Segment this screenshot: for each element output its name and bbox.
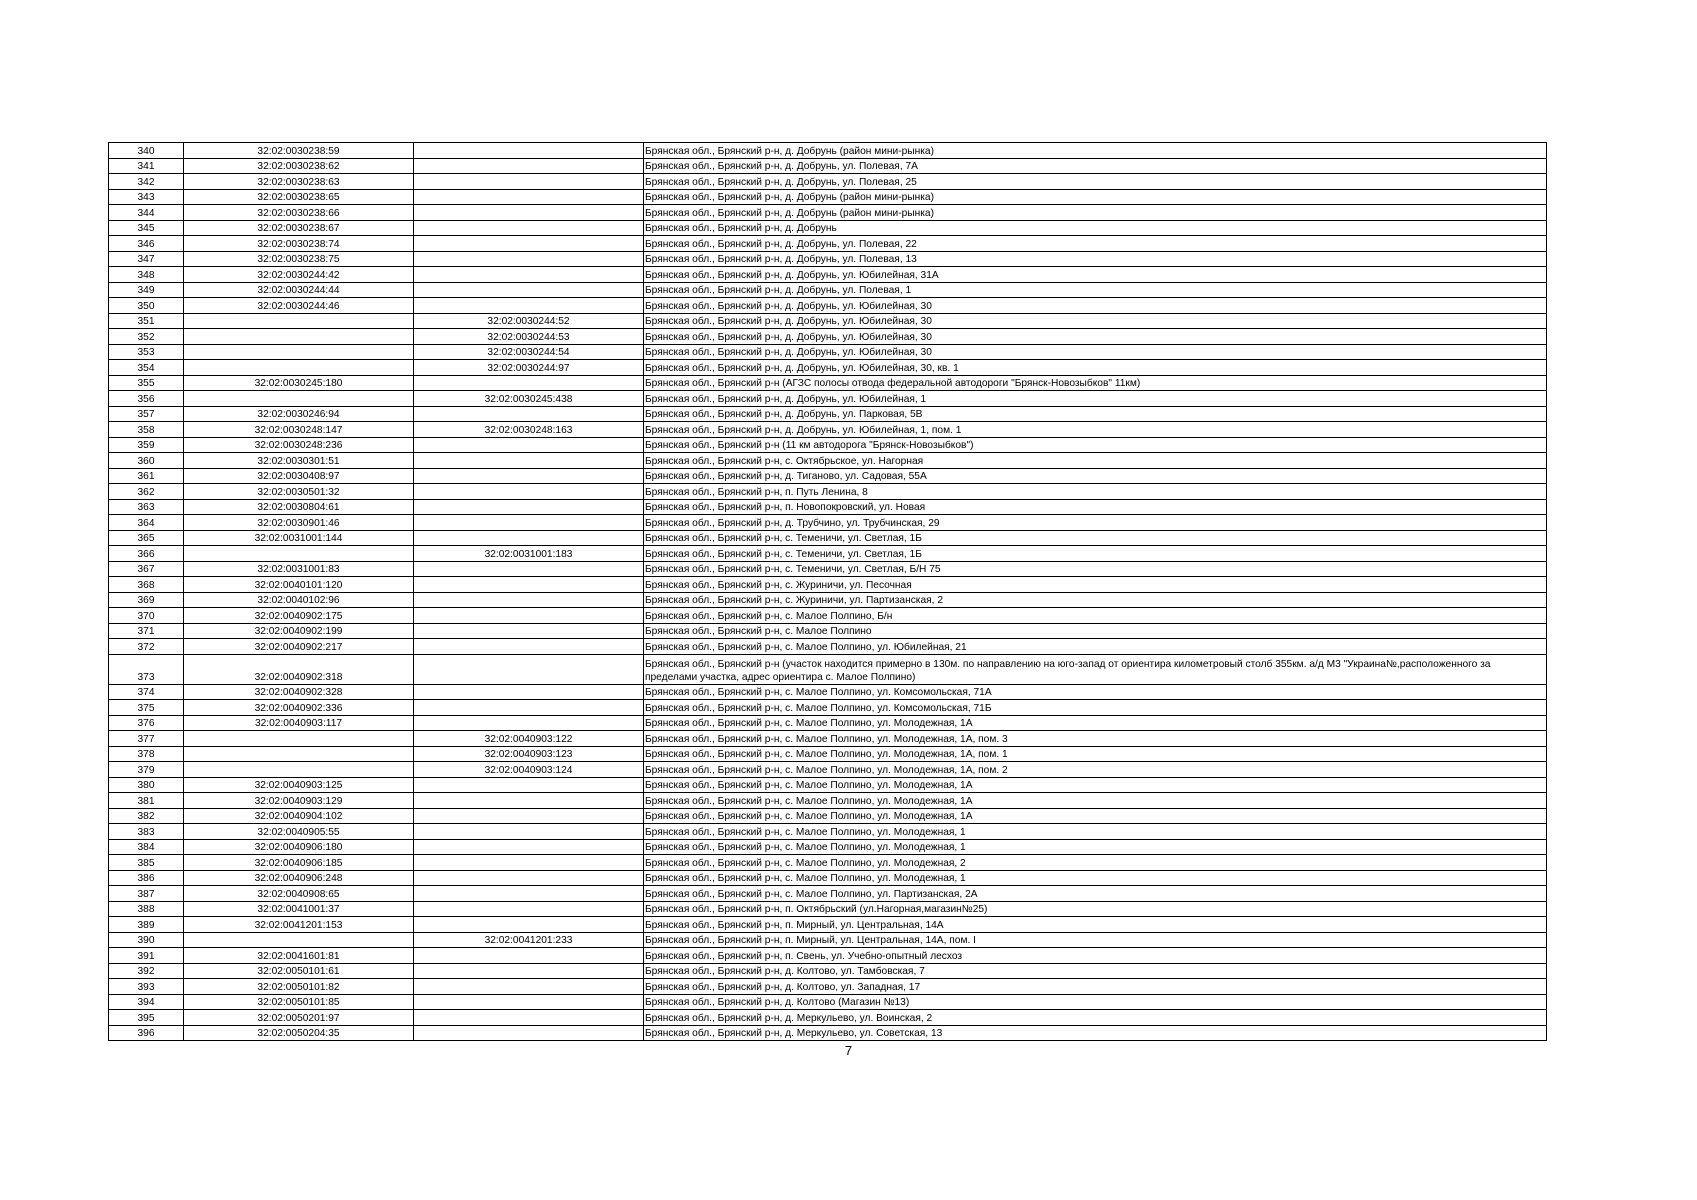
cadastral-number-cell (184, 360, 414, 376)
cadastral-number-cell: 32:02:0050201:97 (184, 1010, 414, 1026)
table-row (109, 267, 1547, 283)
address-cell: Брянская обл., Брянский р-н, с. Малое Полпино, Б/н (644, 608, 1547, 624)
related-cadastral-number-cell (414, 143, 644, 159)
cadastral-number-cell: 32:02:0030238:63 (184, 174, 414, 190)
cadastral-number-cell: 32:02:0040903:129 (184, 793, 414, 809)
cadastral-number-cell: 32:02:0040101:120 (184, 577, 414, 593)
related-cadastral-number-cell (414, 406, 644, 422)
table-row (109, 158, 1547, 174)
table-row (109, 639, 1547, 655)
address-cell: Брянская обл., Брянский р-н, с. Журиничи, ул. Партизанская, 2 (644, 592, 1547, 608)
table-row (109, 453, 1547, 469)
cadastral-number-cell: 32:02:0030244:42 (184, 267, 414, 283)
address-cell: Брянская обл., Брянский р-н (участок находится примерно в 130м. по направлению на юго-запад от ориентира километровый столб 355км. а/д М3 "Украина№,расположенного за пределами участка, адрес ориентира с. Малое Полпино) (644, 654, 1547, 684)
row-number-cell: 377 (109, 731, 184, 747)
cadastral-number-cell: 32:02:0030301:51 (184, 453, 414, 469)
address-cell: Брянская обл., Брянский р-н, д. Добрунь (644, 220, 1547, 236)
table-row (109, 344, 1547, 360)
table-row (109, 715, 1547, 731)
related-cadastral-number-cell (414, 561, 644, 577)
table-row (109, 932, 1547, 948)
address-cell: Брянская обл., Брянский р-н, д. Меркульево, ул. Советская, 13 (644, 1025, 1547, 1041)
row-number-cell: 395 (109, 1010, 184, 1026)
row-number-cell: 370 (109, 608, 184, 624)
cadastral-number-cell: 32:02:0030238:65 (184, 189, 414, 205)
related-cadastral-number-cell (414, 824, 644, 840)
related-cadastral-number-cell (414, 963, 644, 979)
row-number-cell: 393 (109, 979, 184, 995)
address-cell: Брянская обл., Брянский р-н, с. Теменичи, ул. Светлая, Б/Н 75 (644, 561, 1547, 577)
row-number-cell: 372 (109, 639, 184, 655)
table-row (109, 917, 1547, 933)
address-cell: Брянская обл., Брянский р-н, д. Колтово, ул. Тамбовская, 7 (644, 963, 1547, 979)
row-number-cell: 396 (109, 1025, 184, 1041)
related-cadastral-number-cell: 32:02:0030244:53 (414, 329, 644, 345)
cadastral-number-cell: 32:02:0030804:61 (184, 499, 414, 515)
related-cadastral-number-cell (414, 375, 644, 391)
address-cell: Брянская обл., Брянский р-н, с. Малое Полпино, ул. Молодежная, 1А (644, 808, 1547, 824)
address-cell: Брянская обл., Брянский р-н, п. Свень, ул. Учебно-опытный лесхоз (644, 948, 1547, 964)
cadastral-number-cell: 32:02:0030238:59 (184, 143, 414, 159)
table-row (109, 484, 1547, 500)
row-number-cell: 380 (109, 777, 184, 793)
table-row (109, 143, 1547, 159)
address-cell: Брянская обл., Брянский р-н, д. Меркульево, ул. Воинская, 2 (644, 1010, 1547, 1026)
related-cadastral-number-cell (414, 484, 644, 500)
address-cell: Брянская обл., Брянский р-н, д. Добрунь (район мини-рынка) (644, 205, 1547, 221)
related-cadastral-number-cell (414, 639, 644, 655)
address-cell: Брянская обл., Брянский р-н, с. Теменичи, ул. Светлая, 1Б (644, 546, 1547, 562)
table-row (109, 948, 1547, 964)
related-cadastral-number-cell (414, 282, 644, 298)
row-number-cell: 369 (109, 592, 184, 608)
cadastral-number-cell: 32:02:0041601:81 (184, 948, 414, 964)
address-cell: Брянская обл., Брянский р-н, с. Малое Полпино, ул. Молодежная, 1А, пом. 3 (644, 731, 1547, 747)
row-number-cell: 365 (109, 530, 184, 546)
cadastral-number-cell (184, 391, 414, 407)
cadastral-number-cell: 32:02:0030238:66 (184, 205, 414, 221)
document-page (108, 142, 1546, 1041)
row-number-cell: 362 (109, 484, 184, 500)
address-cell: Брянская обл., Брянский р-н, д. Трубчино, ул. Трубчинская, 29 (644, 515, 1547, 531)
related-cadastral-number-cell (414, 715, 644, 731)
table-row (109, 762, 1547, 778)
address-cell: Брянская обл., Брянский р-н, д. Добрунь, ул. Юбилейная, 1 (644, 391, 1547, 407)
row-number-cell: 388 (109, 901, 184, 917)
address-cell: Брянская обл., Брянский р-н, с. Малое Полпино, ул. Молодежная, 1А, пом. 2 (644, 762, 1547, 778)
table-row (109, 174, 1547, 190)
related-cadastral-number-cell: 32:02:0030245:438 (414, 391, 644, 407)
row-number-cell: 340 (109, 143, 184, 159)
table-row (109, 313, 1547, 329)
cadastral-number-cell: 32:02:0030244:46 (184, 298, 414, 314)
row-number-cell: 343 (109, 189, 184, 205)
related-cadastral-number-cell (414, 886, 644, 902)
related-cadastral-number-cell (414, 236, 644, 252)
cadastral-number-cell: 32:02:0041201:153 (184, 917, 414, 933)
address-cell: Брянская обл., Брянский р-н, д. Добрунь, ул. Юбилейная, 30 (644, 298, 1547, 314)
address-cell: Брянская обл., Брянский р-н, с. Малое Полпино, ул. Партизанская, 2А (644, 886, 1547, 902)
related-cadastral-number-cell (414, 499, 644, 515)
cadastral-number-cell: 32:02:0040903:117 (184, 715, 414, 731)
related-cadastral-number-cell: 32:02:0041201:233 (414, 932, 644, 948)
cadastral-number-cell: 32:02:0040902:318 (184, 654, 414, 684)
cadastral-number-cell: 32:02:0030238:67 (184, 220, 414, 236)
related-cadastral-number-cell (414, 917, 644, 933)
row-number-cell: 354 (109, 360, 184, 376)
related-cadastral-number-cell (414, 1025, 644, 1041)
cadastral-number-cell: 32:02:0030501:32 (184, 484, 414, 500)
page-number: 7 (844, 1043, 853, 1058)
row-number-cell: 382 (109, 808, 184, 824)
table-row (109, 839, 1547, 855)
cadastral-number-cell (184, 932, 414, 948)
table-row (109, 870, 1547, 886)
address-cell: Брянская обл., Брянский р-н, д. Добрунь, ул. Полевая, 22 (644, 236, 1547, 252)
related-cadastral-number-cell: 32:02:0030244:97 (414, 360, 644, 376)
table-row (109, 375, 1547, 391)
address-cell: Брянская обл., Брянский р-н, с. Малое Полпино, ул. Молодежная, 1 (644, 870, 1547, 886)
address-cell: Брянская обл., Брянский р-н, с. Октябрьское, ул. Нагорная (644, 453, 1547, 469)
address-cell: Брянская обл., Брянский р-н, д. Добрунь, ул. Полевая, 13 (644, 251, 1547, 267)
cadastral-number-cell: 32:02:0040902:336 (184, 700, 414, 716)
table-row (109, 684, 1547, 700)
cadastral-number-cell: 32:02:0041001:37 (184, 901, 414, 917)
row-number-cell: 367 (109, 561, 184, 577)
address-cell: Брянская обл., Брянский р-н (11 км автодорога "Брянск-Новозыбков") (644, 437, 1547, 453)
table-row (109, 700, 1547, 716)
row-number-cell: 371 (109, 623, 184, 639)
cadastral-number-cell: 32:02:0030246:94 (184, 406, 414, 422)
table-row (109, 793, 1547, 809)
cadastral-number-cell: 32:02:0030244:44 (184, 282, 414, 298)
related-cadastral-number-cell: 32:02:0031001:183 (414, 546, 644, 562)
row-number-cell: 389 (109, 917, 184, 933)
row-number-cell: 356 (109, 391, 184, 407)
row-number-cell: 379 (109, 762, 184, 778)
address-cell: Брянская обл., Брянский р-н, с. Малое Полпино, ул. Молодежная, 1А (644, 777, 1547, 793)
related-cadastral-number-cell (414, 515, 644, 531)
address-cell: Брянская обл., Брянский р-н, с. Малое Полпино, ул. Молодежная, 1 (644, 824, 1547, 840)
table-row (109, 499, 1547, 515)
address-cell: Брянская обл., Брянский р-н, д. Тиганово, ул. Садовая, 55А (644, 468, 1547, 484)
table-row (109, 437, 1547, 453)
related-cadastral-number-cell: 32:02:0040903:124 (414, 762, 644, 778)
table-row (109, 530, 1547, 546)
related-cadastral-number-cell (414, 777, 644, 793)
related-cadastral-number-cell: 32:02:0040903:123 (414, 746, 644, 762)
cadastral-number-cell (184, 762, 414, 778)
table-row (109, 808, 1547, 824)
row-number-cell: 345 (109, 220, 184, 236)
related-cadastral-number-cell (414, 174, 644, 190)
row-number-cell: 351 (109, 313, 184, 329)
related-cadastral-number-cell (414, 608, 644, 624)
related-cadastral-number-cell (414, 189, 644, 205)
table-row (109, 251, 1547, 267)
related-cadastral-number-cell (414, 684, 644, 700)
address-cell: Брянская обл., Брянский р-н, д. Добрунь, ул. Парковая, 5В (644, 406, 1547, 422)
related-cadastral-number-cell (414, 577, 644, 593)
row-number-cell: 363 (109, 499, 184, 515)
related-cadastral-number-cell (414, 855, 644, 871)
cadastral-number-cell: 32:02:0030901:46 (184, 515, 414, 531)
address-cell: Брянская обл., Брянский р-н, д. Добрунь, ул. Юбилейная, 30 (644, 329, 1547, 345)
table-row (109, 282, 1547, 298)
cadastral-number-cell: 32:02:0050101:85 (184, 994, 414, 1010)
row-number-cell: 353 (109, 344, 184, 360)
row-number-cell: 366 (109, 546, 184, 562)
address-cell: Брянская обл., Брянский р-н, с. Малое Полпино, ул. Молодежная, 2 (644, 855, 1547, 871)
table-row (109, 592, 1547, 608)
address-cell: Брянская обл., Брянский р-н, с. Малое Полпино, ул. Молодежная, 1А (644, 715, 1547, 731)
cadastral-number-cell: 32:02:0040902:175 (184, 608, 414, 624)
table-row (109, 731, 1547, 747)
address-cell: Брянская обл., Брянский р-н, с. Малое Полпино, ул. Юбилейная, 21 (644, 639, 1547, 655)
row-number-cell: 360 (109, 453, 184, 469)
row-number-cell: 384 (109, 839, 184, 855)
row-number-cell: 342 (109, 174, 184, 190)
cadastral-number-cell (184, 546, 414, 562)
row-number-cell: 341 (109, 158, 184, 174)
related-cadastral-number-cell (414, 220, 644, 236)
related-cadastral-number-cell: 32:02:0040903:122 (414, 731, 644, 747)
cadastral-number-cell: 32:02:0030238:62 (184, 158, 414, 174)
related-cadastral-number-cell (414, 468, 644, 484)
address-cell: Брянская обл., Брянский р-н, п. Октябрьский (ул.Нагорная,магазин№25) (644, 901, 1547, 917)
row-number-cell: 348 (109, 267, 184, 283)
address-cell: Брянская обл., Брянский р-н, с. Малое Полпино, ул. Молодежная, 1А (644, 793, 1547, 809)
cadastral-number-cell: 32:02:0030248:147 (184, 422, 414, 438)
table-row (109, 236, 1547, 252)
address-cell: Брянская обл., Брянский р-н, д. Добрунь, ул. Полевая, 7А (644, 158, 1547, 174)
address-cell: Брянская обл., Брянский р-н, с. Журиничи, ул. Песочная (644, 577, 1547, 593)
related-cadastral-number-cell (414, 205, 644, 221)
address-cell: Брянская обл., Брянский р-н, д. Добрунь, ул. Юбилейная, 30, кв. 1 (644, 360, 1547, 376)
row-number-cell: 361 (109, 468, 184, 484)
table-row (109, 824, 1547, 840)
cadastral-number-cell: 32:02:0040102:96 (184, 592, 414, 608)
table-row (109, 298, 1547, 314)
table-row (109, 654, 1547, 684)
table-row (109, 608, 1547, 624)
cadastral-number-cell: 32:02:0030245:180 (184, 375, 414, 391)
row-number-cell: 374 (109, 684, 184, 700)
row-number-cell: 358 (109, 422, 184, 438)
related-cadastral-number-cell (414, 839, 644, 855)
row-number-cell: 373 (109, 654, 184, 684)
related-cadastral-number-cell (414, 793, 644, 809)
address-cell: Брянская обл., Брянский р-н, д. Добрунь, ул. Юбилейная, 30 (644, 344, 1547, 360)
table-row (109, 777, 1547, 793)
related-cadastral-number-cell (414, 808, 644, 824)
row-number-cell: 394 (109, 994, 184, 1010)
address-cell: Брянская обл., Брянский р-н, д. Добрунь, ул. Юбилейная, 31А (644, 267, 1547, 283)
address-cell: Брянская обл., Брянский р-н, п. Путь Ленина, 8 (644, 484, 1547, 500)
related-cadastral-number-cell: 32:02:0030244:54 (414, 344, 644, 360)
cadastral-number-cell: 32:02:0040908:65 (184, 886, 414, 902)
related-cadastral-number-cell (414, 298, 644, 314)
related-cadastral-number-cell (414, 870, 644, 886)
address-cell: Брянская обл., Брянский р-н, д. Добрунь (район мини-рынка) (644, 189, 1547, 205)
cadastral-number-cell: 32:02:0040906:185 (184, 855, 414, 871)
row-number-cell: 376 (109, 715, 184, 731)
registry-table-body (109, 143, 1547, 1041)
table-row (109, 855, 1547, 871)
table-row (109, 746, 1547, 762)
cadastral-number-cell (184, 731, 414, 747)
cadastral-number-cell: 32:02:0050101:61 (184, 963, 414, 979)
cadastral-number-cell: 32:02:0040903:125 (184, 777, 414, 793)
row-number-cell: 364 (109, 515, 184, 531)
address-cell: Брянская обл., Брянский р-н, д. Добрунь, ул. Юбилейная, 1, пом. 1 (644, 422, 1547, 438)
address-cell: Брянская обл., Брянский р-н, д. Добрунь, ул. Полевая, 1 (644, 282, 1547, 298)
table-row (109, 623, 1547, 639)
table-row (109, 468, 1547, 484)
row-number-cell: 347 (109, 251, 184, 267)
related-cadastral-number-cell (414, 453, 644, 469)
related-cadastral-number-cell: 32:02:0030248:163 (414, 422, 644, 438)
table-row (109, 422, 1547, 438)
row-number-cell: 349 (109, 282, 184, 298)
address-cell: Брянская обл., Брянский р-н, с. Малое Полпино, ул. Комсомольская, 71А (644, 684, 1547, 700)
related-cadastral-number-cell (414, 158, 644, 174)
cadastral-number-cell: 32:02:0040906:180 (184, 839, 414, 855)
cadastral-number-cell: 32:02:0031001:144 (184, 530, 414, 546)
row-number-cell: 378 (109, 746, 184, 762)
related-cadastral-number-cell (414, 437, 644, 453)
table-row (109, 561, 1547, 577)
row-number-cell: 391 (109, 948, 184, 964)
table-row (109, 994, 1547, 1010)
cadastral-number-cell (184, 329, 414, 345)
row-number-cell: 385 (109, 855, 184, 871)
table-row (109, 189, 1547, 205)
related-cadastral-number-cell (414, 901, 644, 917)
table-row (109, 577, 1547, 593)
cadastral-number-cell (184, 313, 414, 329)
related-cadastral-number-cell (414, 267, 644, 283)
table-row (109, 391, 1547, 407)
address-cell: Брянская обл., Брянский р-н, д. Добрунь, ул. Полевая, 25 (644, 174, 1547, 190)
cadastral-number-cell: 32:02:0030248:236 (184, 437, 414, 453)
table-row (109, 220, 1547, 236)
address-cell: Брянская обл., Брянский р-н, с. Теменичи, ул. Светлая, 1Б (644, 530, 1547, 546)
cadastral-number-cell: 32:02:0040905:55 (184, 824, 414, 840)
cadastral-number-cell: 32:02:0040904:102 (184, 808, 414, 824)
cadastral-number-cell: 32:02:0040902:217 (184, 639, 414, 655)
related-cadastral-number-cell (414, 700, 644, 716)
property-registry-table (108, 142, 1547, 1041)
row-number-cell: 375 (109, 700, 184, 716)
row-number-cell: 390 (109, 932, 184, 948)
table-row (109, 1010, 1547, 1026)
row-number-cell: 344 (109, 205, 184, 221)
related-cadastral-number-cell (414, 979, 644, 995)
address-cell: Брянская обл., Брянский р-н, с. Малое Полпино, ул. Комсомольская, 71Б (644, 700, 1547, 716)
row-number-cell: 387 (109, 886, 184, 902)
table-row (109, 360, 1547, 376)
table-row (109, 406, 1547, 422)
cadastral-number-cell: 32:02:0040906:248 (184, 870, 414, 886)
table-row (109, 205, 1547, 221)
cadastral-number-cell (184, 746, 414, 762)
related-cadastral-number-cell (414, 623, 644, 639)
row-number-cell: 383 (109, 824, 184, 840)
related-cadastral-number-cell (414, 251, 644, 267)
row-number-cell: 350 (109, 298, 184, 314)
address-cell: Брянская обл., Брянский р-н, д. Добрунь, ул. Юбилейная, 30 (644, 313, 1547, 329)
table-row (109, 515, 1547, 531)
address-cell: Брянская обл., Брянский р-н (АГЗС полосы отвода федеральной автодороги "Брянск-Новозыбков" 11км) (644, 375, 1547, 391)
row-number-cell: 368 (109, 577, 184, 593)
row-number-cell: 392 (109, 963, 184, 979)
row-number-cell: 386 (109, 870, 184, 886)
table-row (109, 886, 1547, 902)
cadastral-number-cell: 32:02:0030238:75 (184, 251, 414, 267)
cadastral-number-cell: 32:02:0030238:74 (184, 236, 414, 252)
address-cell: Брянская обл., Брянский р-н, п. Мирный, ул. Центральная, 14А, пом. I (644, 932, 1547, 948)
row-number-cell: 357 (109, 406, 184, 422)
address-cell: Брянская обл., Брянский р-н, д. Добрунь (район мини-рынка) (644, 143, 1547, 159)
address-cell: Брянская обл., Брянский р-н, д. Колтово, ул. Западная, 17 (644, 979, 1547, 995)
table-row (109, 546, 1547, 562)
row-number-cell: 355 (109, 375, 184, 391)
address-cell: Брянская обл., Брянский р-н, п. Новопокровский, ул. Новая (644, 499, 1547, 515)
cadastral-number-cell: 32:02:0031001:83 (184, 561, 414, 577)
cadastral-number-cell: 32:02:0050101:82 (184, 979, 414, 995)
cadastral-number-cell: 32:02:0030408:97 (184, 468, 414, 484)
row-number-cell: 359 (109, 437, 184, 453)
cadastral-number-cell: 32:02:0040902:199 (184, 623, 414, 639)
table-row (109, 1025, 1547, 1041)
table-row (109, 901, 1547, 917)
row-number-cell: 352 (109, 329, 184, 345)
address-cell: Брянская обл., Брянский р-н, с. Малое Полпино (644, 623, 1547, 639)
related-cadastral-number-cell (414, 1010, 644, 1026)
related-cadastral-number-cell (414, 994, 644, 1010)
cadastral-number-cell: 32:02:0050204:35 (184, 1025, 414, 1041)
table-row (109, 329, 1547, 345)
related-cadastral-number-cell (414, 948, 644, 964)
row-number-cell: 381 (109, 793, 184, 809)
address-cell: Брянская обл., Брянский р-н, с. Малое Полпино, ул. Молодежная, 1А, пом. 1 (644, 746, 1547, 762)
related-cadastral-number-cell (414, 530, 644, 546)
address-cell: Брянская обл., Брянский р-н, с. Малое Полпино, ул. Молодежная, 1 (644, 839, 1547, 855)
row-number-cell: 346 (109, 236, 184, 252)
related-cadastral-number-cell: 32:02:0030244:52 (414, 313, 644, 329)
cadastral-number-cell: 32:02:0040902:328 (184, 684, 414, 700)
related-cadastral-number-cell (414, 654, 644, 684)
table-row (109, 979, 1547, 995)
address-cell: Брянская обл., Брянский р-н, п. Мирный, ул. Центральная, 14А (644, 917, 1547, 933)
related-cadastral-number-cell (414, 592, 644, 608)
address-cell: Брянская обл., Брянский р-н, д. Колтово (Магазин №13) (644, 994, 1547, 1010)
cadastral-number-cell (184, 344, 414, 360)
table-row (109, 963, 1547, 979)
